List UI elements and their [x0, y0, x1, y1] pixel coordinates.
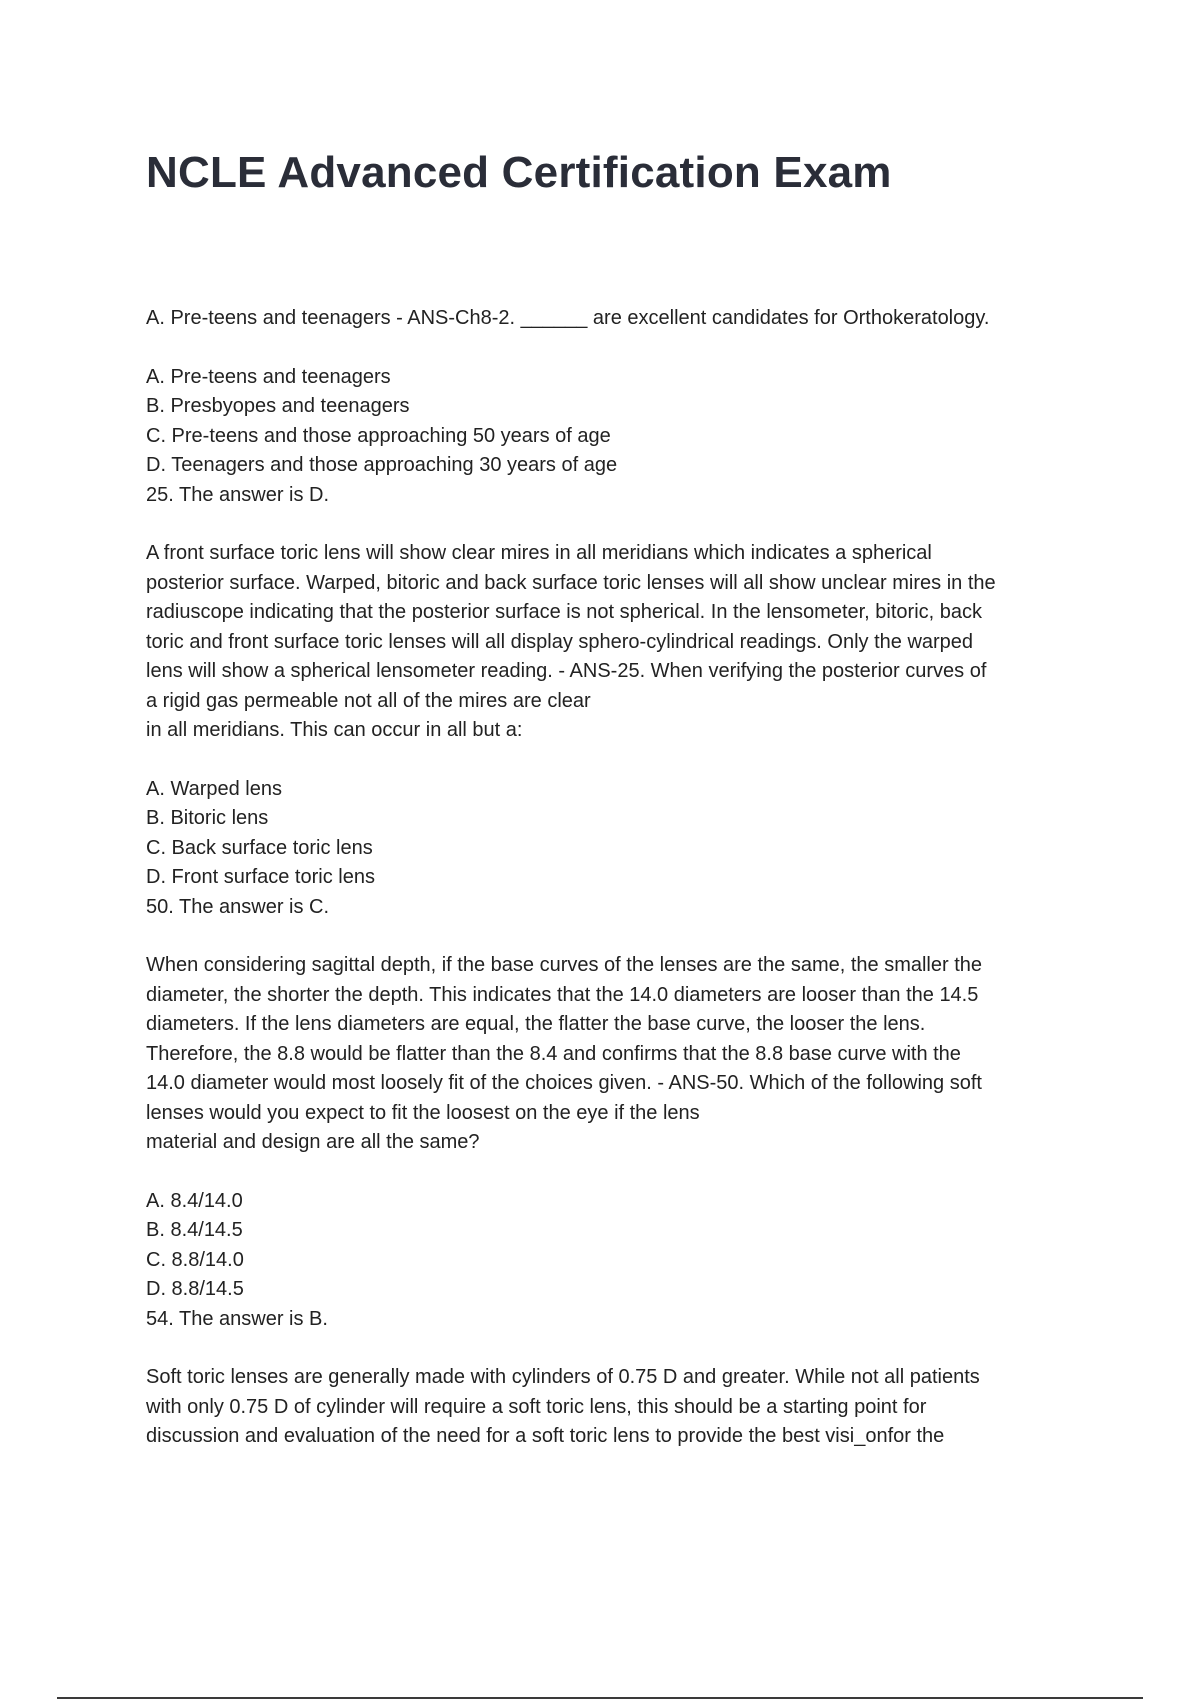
answer-options-list — [146, 775, 1096, 923]
answer-statement: 25. The answer is D. — [146, 483, 330, 506]
explanation-line: material and design are all the same? — [146, 1131, 480, 1153]
explanation-paragraph — [146, 539, 1096, 746]
answer-option: D. Teenagers and those approaching 30 years of age — [146, 454, 618, 476]
explanation-paragraph — [146, 951, 1096, 1158]
answer-options-list — [146, 1187, 1096, 1335]
answer-option: C. Pre-teens and those approaching 50 years of age — [146, 424, 611, 447]
explanation-line: with only 0.75 D of cylinder will require a soft toric lens, this should be a starting point for — [146, 1395, 927, 1418]
answer-option: D. 8.8/14.5 — [146, 1278, 244, 1300]
answer-option: C. 8.8/14.0 — [146, 1248, 244, 1271]
answer-option: A. Warped lens — [146, 777, 282, 800]
question-intro-text: A. Pre-teens and teenagers - ANS-Ch8-2. ______ are excellent candidates for Orthokeratology. — [146, 307, 990, 329]
explanation-line: A front surface toric lens will show clear mires in all meridians which indicates a spherical — [146, 542, 932, 564]
explanation-line: discussion and evaluation of the need for a soft toric lens to provide the best visi_onfor the — [146, 1425, 945, 1447]
answer-option: B. Presbyopes and teenagers — [146, 395, 410, 417]
explanation-line: lenses would you expect to fit the loosest on the eye if the lens — [146, 1101, 700, 1124]
answer-option: B. 8.4/14.5 — [146, 1219, 243, 1241]
answer-statement: 50. The answer is C. — [146, 895, 330, 918]
answer-option: C. Back surface toric lens — [146, 836, 373, 859]
explanation-line: Soft toric lenses are generally made with cylinders of 0.75 D and greater. While not all patients — [146, 1366, 980, 1388]
answer-option: B. Bitoric lens — [146, 807, 269, 829]
answer-options-list — [146, 363, 1096, 511]
page-title: NCLE Advanced Certification Exam — [146, 148, 892, 197]
explanation-line: radiuscope indicating that the posterior surface is not spherical. In the lensometer, bitoric, back — [146, 601, 983, 623]
document-body — [146, 304, 1096, 1481]
explanation-paragraph — [146, 1363, 1096, 1452]
answer-option: A. 8.4/14.0 — [146, 1189, 243, 1212]
explanation-line: Therefore, the 8.8 would be flatter than the 8.4 and confirms that the 8.8 base curve with the — [146, 1042, 961, 1065]
explanation-line: posterior surface. Warped, bitoric and back surface toric lenses will all show unclear mires in the — [146, 571, 996, 594]
explanation-line: lens will show a spherical lensometer reading. - ANS-25. When verifying the posterior curves of — [146, 660, 987, 682]
footer-divider — [57, 1697, 1143, 1699]
answer-statement: 54. The answer is B. — [146, 1307, 328, 1330]
explanation-line: diameters. If the lens diameters are equal, the flatter the base curve, the looser the lens. — [146, 1013, 926, 1035]
question-intro — [146, 304, 1096, 334]
explanation-line: in all meridians. This can occur in all but a: — [146, 719, 523, 741]
answer-option: A. Pre-teens and teenagers — [146, 365, 391, 388]
explanation-line: 14.0 diameter would most loosely fit of the choices given. - ANS-50. Which of the following soft — [146, 1072, 982, 1094]
explanation-line: toric and front surface toric lenses will all display sphero-cylindrical readings. Only the warped — [146, 630, 974, 653]
answer-option: D. Front surface toric lens — [146, 866, 375, 888]
explanation-line: a rigid gas permeable not all of the mires are clear — [146, 689, 591, 712]
explanation-line: When considering sagittal depth, if the base curves of the lenses are the same, the smaller the — [146, 954, 983, 976]
explanation-line: diameter, the shorter the depth. This indicates that the 14.0 diameters are looser than the 14.5 — [146, 983, 979, 1006]
